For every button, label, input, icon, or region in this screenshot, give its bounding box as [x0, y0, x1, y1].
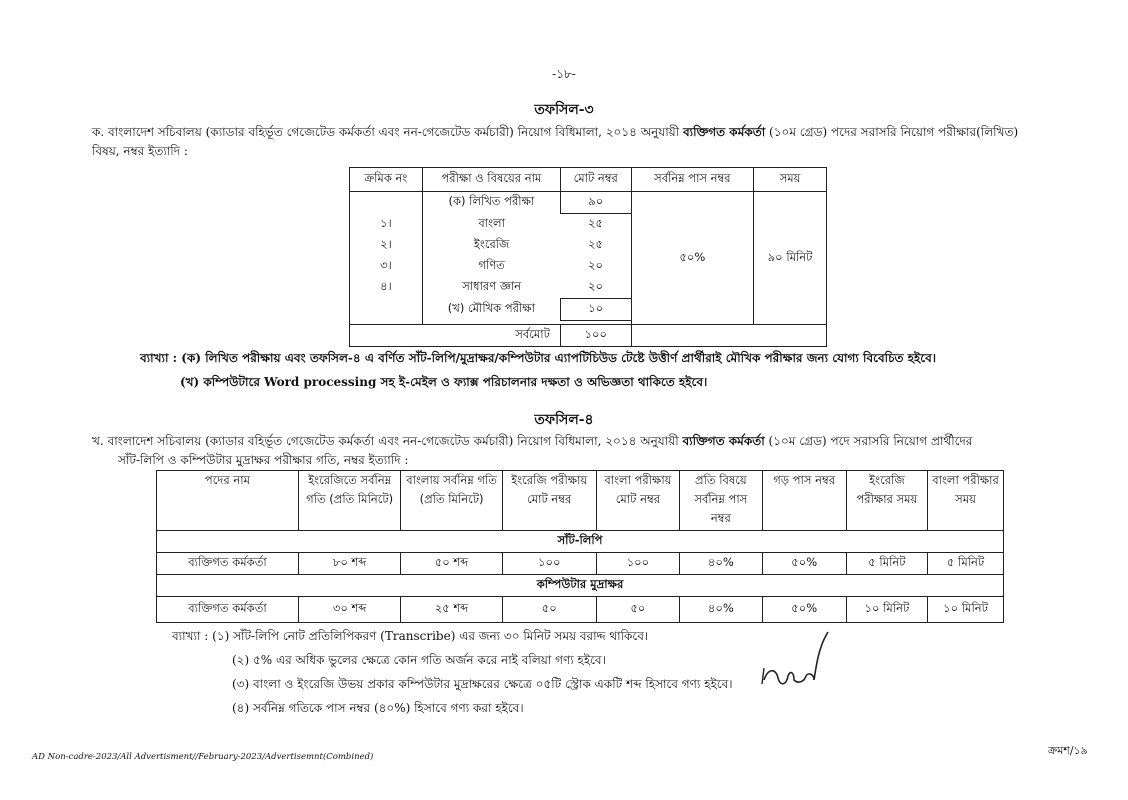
t1-pass-marks: ৫০% [631, 192, 754, 325]
t2-cell: ৫০ [596, 597, 679, 623]
section3-para-line2: বিষয়, নম্বর ইত্যাদি : [92, 144, 188, 158]
t2-cell: ৪০% [680, 553, 763, 575]
section3-paragraph [92, 123, 1092, 161]
t2-cell: ১০০ [502, 553, 596, 575]
t2-cell: ৫ মিনিট [846, 553, 927, 575]
t1-row-subject: গণিত [422, 256, 560, 277]
t1-row-subject: সাধারণ জ্ঞান [422, 277, 560, 299]
t1-row-marks: ২০ [588, 279, 603, 293]
t1-header-time: সময় [754, 168, 827, 192]
section4-para-bold: ব্যক্তিগত কর্মকর্তা [682, 434, 765, 448]
t2-cell: ৩০ শব্দ [298, 597, 400, 623]
t2-cell: ১০ মিনিট [928, 597, 1004, 623]
t2-cell: ১০ মিনিট [846, 597, 927, 623]
t1-row-subject: ইংরেজি [422, 235, 560, 256]
t2-cell: ১০০ [596, 553, 679, 575]
t1-row-sl: ৪। [350, 277, 423, 299]
t2-header: প্রতি বিষয়ে সর্বনিম্ন পাস নম্বর [680, 471, 763, 531]
t1-header-pass: সর্বনিম্ন পাস নম্বর [631, 168, 754, 192]
t2-cell: ২৫ শব্দ [401, 597, 502, 623]
section4-explanation-1: ব্যাখ্যা : (১) সাঁট-লিপি নোট প্রতিলিপিকরণ (Transcribe) এর জন্য ৩০ মিনিট সময় বরাদ্দ থাকিবে। [172, 629, 649, 643]
section4-explanation-3: (৩) বাংলা ও ইংরেজি উভয় প্রকার কম্পিউটার মুদ্রাক্ষরের ক্ষেত্রে ০৫টি স্ট্রোক একটি শব্দ হিসাবে গণ্য হইবে। [232, 677, 733, 691]
section3-para-suffix: (১০ম গ্রেড) পদের সরাসরি নিয়োগ পরীক্ষার(লিখিত) [765, 125, 1019, 139]
t1-row-marks: ২৫ [588, 237, 603, 251]
section3-table [349, 167, 827, 347]
t1-row-subject: বাংলা [422, 214, 560, 236]
t1-row-marks: ২০ [588, 258, 603, 272]
t1-total-label: সর্বমোট [350, 325, 561, 347]
page-number: -১৮- [552, 67, 576, 81]
t2-header: ইংরেজি পরীক্ষায় মোট নম্বর [502, 471, 596, 531]
t1-viva-marks: ১০ [560, 299, 631, 321]
footer-file-path: AD Non-cadre-2023/All Advertisment//February-2023/Advertisemnt(Combined) [32, 752, 374, 762]
section3-para-bold: ব্যক্তিগত কর্মকর্তা [683, 125, 766, 139]
t2-header: পদের নাম [157, 471, 299, 531]
section4-para-line2: সাঁট-লিপি ও কম্পিউটার মুদ্রাক্ষর পরীক্ষার গতি, নম্বর ইত্যাদি : [118, 453, 409, 467]
t2-header: বাংলায় সর্বনিম্ন গতি (প্রতি মিনিটে) [401, 471, 502, 531]
section4-para-suffix: (১০ম গ্রেড) পদে সরাসরি নিয়োগ প্রার্থীদের [764, 434, 973, 448]
section3-note1: ব্যাখ্যা : (ক) লিখিত পরীক্ষায় এবং তফসিল-৪ এ বর্ণিত সাঁট-লিপি/মুদ্রাক্ষর/কম্পিউটার এ্যাপটিচিউড টেষ্টে উত্তীর্ণ প্রার্থীরাই মৌখিক পরীক্ষার জন্য যোগ্য বিবেচিত হইবে। [140, 351, 937, 365]
t2-section-shorthand: সাঁট-লিপি [157, 531, 1004, 553]
section4-paragraph [92, 432, 1092, 470]
t1-time: ৯০ মিনিট [754, 192, 827, 325]
t2-header: গড় পাস নম্বর [762, 471, 846, 531]
t2-header: বাংলা পরীক্ষায় মোট নম্বর [596, 471, 679, 531]
t1-row-sl: ১। [350, 214, 423, 236]
t1-header-total: মোট নম্বর [560, 168, 631, 192]
t2-cell: ৫০% [762, 597, 846, 623]
section4-para-prefix: খ. বাংলাদেশ সচিবালয় (ক্যাডার বহির্ভূত গেজেটেড কর্মকর্তা এবং নন-গেজেটেড কর্মচারী) নিয়োগ বিধিমালা, ২০১৪ অনুযায়ী [92, 434, 683, 448]
t1-row-sl: ২। [350, 235, 423, 256]
t2-cell: ৫০ শব্দ [401, 553, 502, 575]
t2-cell: ৪০% [680, 597, 763, 623]
continued-marker: ক্রমশ/১৯ [1048, 744, 1088, 757]
t2-cell: ব্যক্তিগত কর্মকর্তা [157, 597, 299, 623]
t2-cell: ৫ মিনিট [928, 553, 1004, 575]
section4-explanation-4: (৪) সর্বনিম্ন গতিকে পাস নম্বর (৪০%) হিসাবে গণ্য করা হইবে। [232, 701, 524, 715]
section4-heading: তফসিল-৪ [534, 412, 594, 428]
t2-cell: ৫০% [762, 553, 846, 575]
t2-header: ইংরেজি পরীক্ষার সময় [846, 471, 927, 531]
t1-row-sl: ৩। [350, 256, 423, 277]
t1-header-sl: ক্রমিক নং [350, 168, 423, 192]
section3-para-prefix: ক. বাংলাদেশ সচিবালয় (ক্যাডার বহির্ভূত গেজেটেড কর্মকর্তা এবং নন-গেজেটেড কর্মচারী) নিয়োগ বিধিমালা, ২০১৪ অনুযায়ী [92, 125, 683, 139]
t2-cell: ৫০ [502, 597, 596, 623]
section4-table [156, 470, 1004, 623]
t1-written-total: ৯০ [560, 192, 631, 214]
t1-written-label: (ক) লিখিত পরীক্ষা [422, 192, 560, 214]
signature-image [758, 628, 838, 698]
section3-heading: তফসিল-৩ [534, 102, 594, 118]
t1-viva-label: (খ) মৌখিক পরীক্ষা [422, 299, 560, 321]
t1-header-subject: পরীক্ষা ও বিষয়ের নাম [422, 168, 560, 192]
t2-header: ইংরেজিতে সর্বনিম্ন গতি (প্রতি মিনিটে) [298, 471, 400, 531]
section4-explanation-2: (২) ৫% এর অধিক ভুলের ক্ষেত্রে কোন গতি অর্জন করে নাই বলিয়া গণ্য হইবে। [232, 653, 606, 667]
section3-note2: (খ) কম্পিউটারে Word processing সহ ই-মেইল ও ফ্যাক্স পরিচালনার দক্ষতা ও অভিজ্ঞতা থাকিতে হইবে। [180, 375, 708, 389]
t2-cell: ৮০ শব্দ [298, 553, 400, 575]
t2-cell: ব্যক্তিগত কর্মকর্তা [157, 553, 299, 575]
t2-header: বাংলা পরীক্ষার সময় [928, 471, 1004, 531]
t1-row-marks: ২৫ [588, 216, 603, 230]
t2-section-computer: কম্পিউটার মুদ্রাক্ষর [157, 575, 1004, 597]
t1-total-value: ১০০ [560, 325, 631, 347]
